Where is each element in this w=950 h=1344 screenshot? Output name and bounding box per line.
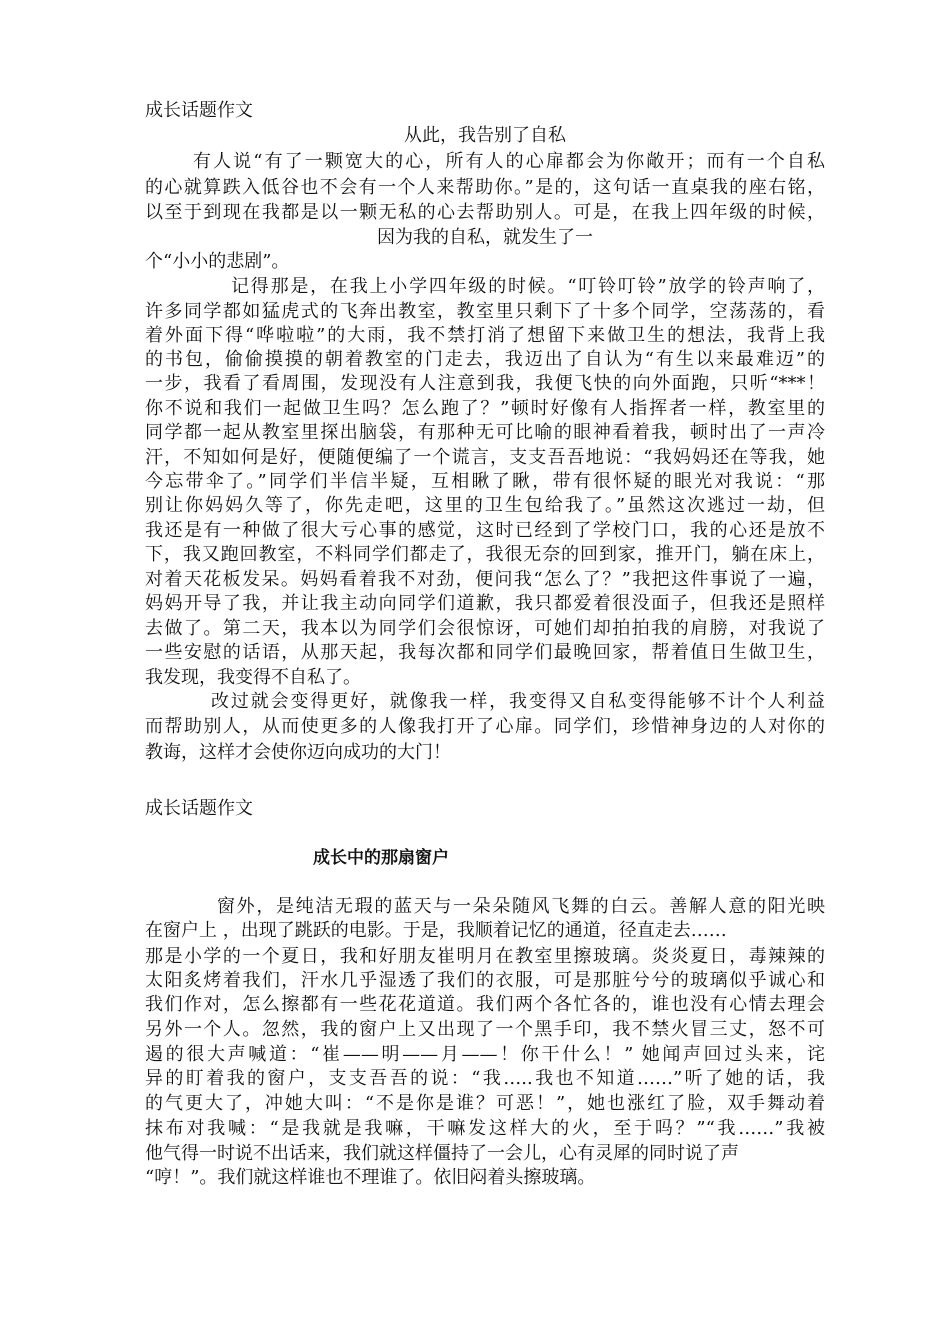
paragraph-line: 去做了。第二天，我本以为同学们会很惊讶，可她们却拍拍我的肩膀，对我说了 bbox=[145, 618, 825, 639]
paragraph-line: 窗外，是纯洁无瑕的蓝天与一朵朵随风飞舞的白云。善解人意的阳光映 bbox=[217, 896, 825, 917]
paragraph-line: 对着天花板发呆。妈妈看着我不对劲，便问我“怎么了？”我把这件事说了一遍， bbox=[145, 569, 825, 590]
paragraph-line: 他气得一时说不出话来，我们就这样僵持了一会儿，心有灵犀的同时说了声 bbox=[145, 1143, 739, 1164]
paragraph-line: 遏的很大声喊道：“崔——明——月——！你干什么！” 她闻声回过头来，诧 bbox=[145, 1044, 825, 1065]
paragraph-line: 汗，不知如何是好，便随便编了一个谎言，支支吾吾地说：“我妈妈还在等我，她 bbox=[145, 447, 825, 468]
paragraph-line: 你不说和我们一起做卫生吗？怎么跑了？”顿时好像有人指挥者一样，教室里的 bbox=[145, 398, 825, 419]
paragraph-line: 异的盯着我的窗户，支支吾吾的说：“我…..我也不知道……”听了她的话，我 bbox=[145, 1068, 825, 1089]
paragraph-line: 在窗户上 ，出现了跳跃的电影。于是，我顺着记忆的通道，径直走去…… bbox=[145, 920, 727, 941]
paragraph-line: 抹布对我喊：“是我就是我嘛，干嘛发这样大的火，至于吗？”“我……”我被 bbox=[145, 1118, 825, 1139]
paragraph-line: 的书包，偷偷摸摸的朝着教室的门走去，我迈出了自认为“有生以来最难迈”的 bbox=[145, 349, 825, 370]
paragraph-line: 妈妈开导了我，并让我主动向同学们道歉，我只都爱着很没面子，但我还是照样 bbox=[145, 593, 825, 614]
paragraph-line: 另外一个人。忽然，我的窗户上又出现了一个黑手印，我不禁火冒三丈，怒不可 bbox=[145, 1019, 825, 1040]
paragraph-line: 别让你妈妈久等了，你先走吧，这里的卫生包给我了。”虽然这次逃过一劫，但 bbox=[145, 495, 825, 516]
paragraph-line: 的气更大了，冲她大叫：“不是你是谁？可恶！”，她也涨红了脸，双手舞动着 bbox=[145, 1093, 825, 1114]
paragraph-line: 记得那是，在我上小学四年级的时候。“叮铃叮铃”放学的铃声响了， bbox=[231, 276, 825, 297]
paragraph-line: 我还是有一种做了很大亏心事的感觉，这时已经到了学校门口，我的心还是放不 bbox=[145, 520, 825, 541]
paragraph-line: 一步，我看了看周围，发现没有人注意到我，我便飞快的向外面跑，只听“***！ bbox=[145, 373, 825, 394]
paragraph-line: 我发现，我变得不自私了。 bbox=[145, 667, 361, 688]
paragraph-line: 以至于到现在我都是以一颗无私的心去帮助别人。可是，在我上四年级的时候， bbox=[145, 202, 825, 223]
paragraph-line: 那是小学的一个夏日，我和好朋友崔明月在教室里擦玻璃。炎炎夏日，毒辣辣的 bbox=[145, 946, 825, 967]
article-title: 成长中的那扇窗户 bbox=[313, 848, 449, 868]
paragraph-line: 而帮助别人，从而使更多的人像我打开了心扉。同学们，珍惜神身边的人对你的 bbox=[145, 716, 825, 737]
paragraph-line: 许多同学都如猛虎式的飞奔出教室，教室里只剩下了十多个同学，空荡荡的，看 bbox=[145, 301, 825, 322]
paragraph-line: 我们作对，怎么擦都有一些花花道道。我们两个各忙各的，谁也没有心情去理会 bbox=[145, 994, 825, 1015]
paragraph-line: 太阳炙烤着我们，汗水几乎湿透了我们的衣服，可是那脏兮兮的玻璃似乎诚心和 bbox=[145, 970, 825, 991]
paragraph-line: 改过就会变得更好，就像我一样，我变得又自私变得能够不计个人利益 bbox=[211, 691, 825, 712]
paragraph-line: 有人说“有了一颗宽大的心，所有人的心扉都会为你敞开；而有一个自私 bbox=[193, 151, 825, 172]
section-heading: 成长话题作文 bbox=[145, 100, 253, 121]
paragraph-line: 教诲，这样才会使你迈向成功的大门！ bbox=[145, 742, 451, 763]
paragraph-line: 个“小小的悲剧”。 bbox=[145, 251, 290, 272]
paragraph-line: 着外面下得“哗啦啦”的大雨，我不禁打消了想留下来做卫生的想法，我背上我 bbox=[145, 325, 825, 346]
paragraph-line: 的心就算跌入低谷也不会有一个人来帮助你。”是的，这句话一直桌我的座右铭， bbox=[145, 177, 825, 198]
paragraph-line: 下，我又跑回教室，不料同学们都走了，我很无奈的回到家，推开门，躺在床上， bbox=[145, 544, 825, 565]
paragraph-line: “哼！”。我们就这样谁也不理谁了。依旧闷着头擦玻璃。 bbox=[145, 1167, 596, 1188]
paragraph-line: 因为我的自私，就发生了一 bbox=[377, 227, 593, 248]
paragraph-line: 一些安慰的话语，从那天起，我每次都和同学们最晚回家，帮着值日生做卫生， bbox=[145, 642, 825, 663]
section-heading: 成长话题作文 bbox=[145, 798, 253, 819]
article-title: 从此，我告别了自私 bbox=[404, 125, 566, 146]
paragraph-line: 同学都一起从教室里探出脑袋，有那种无可比喻的眼神看着我，顿时出了一声冷 bbox=[145, 422, 825, 443]
paragraph-line: 今忘带伞了。”同学们半信半疑，互相瞅了瞅，带有很怀疑的眼光对我说：“那 bbox=[145, 471, 825, 492]
